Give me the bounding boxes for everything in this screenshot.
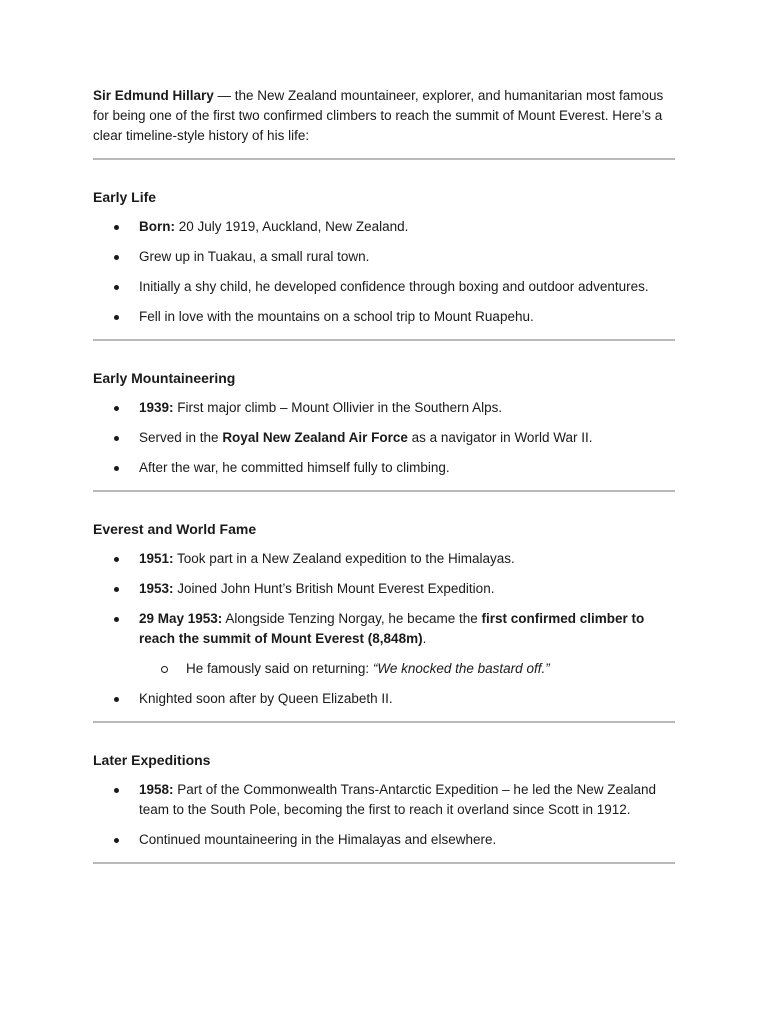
item-label: 1951: <box>139 551 174 566</box>
item-emphasis: first confirmed climber to reach the summit of Mount Everest (8,848m) <box>139 611 645 646</box>
item-text: Fell in love with the mountains on a school trip to Mount Ruapehu. <box>139 309 534 324</box>
item-text: Knighted soon after by Queen Elizabeth II. <box>139 691 393 706</box>
later-expeditions-list <box>93 780 675 850</box>
bullet-icon <box>114 617 119 622</box>
document-body <box>93 86 675 864</box>
bullet-icon <box>114 788 119 793</box>
list-item <box>93 458 675 478</box>
list-item <box>93 277 675 297</box>
section-divider <box>93 158 675 160</box>
early-life-list <box>93 217 675 327</box>
list-item <box>93 579 675 599</box>
item-label: 1939: <box>139 400 174 415</box>
bullet-icon <box>114 225 119 230</box>
list-item <box>93 217 675 237</box>
list-item <box>93 247 675 267</box>
sub-list-item <box>139 659 675 679</box>
bullet-icon <box>114 557 119 562</box>
list-item <box>93 398 675 418</box>
item-text: After the war, he committed himself fully to climbing. <box>139 460 450 475</box>
item-emphasis: Royal New Zealand Air Force <box>222 430 408 445</box>
item-text: Part of the Commonwealth Trans-Antarctic Expedition – he led the New Zealand team to the South Pole, becoming the first to reach it overland since Scott in 1912. <box>139 782 657 817</box>
item-text: Served in the <box>139 430 223 445</box>
early-mountaineering-list <box>93 398 675 478</box>
item-text: Initially a shy child, he developed confidence through boxing and outdoor adventures. <box>139 279 649 294</box>
section-divider <box>93 862 675 864</box>
bullet-icon <box>114 436 119 441</box>
bullet-icon <box>114 285 119 290</box>
item-text: Continued mountaineering in the Himalayas and elsewhere. <box>139 832 497 847</box>
section-title-early-life: Early Life <box>93 189 157 205</box>
item-label: Born: <box>139 219 175 234</box>
bullet-icon <box>114 315 119 320</box>
intro-name: Sir Edmund Hillary <box>93 88 214 103</box>
bullet-icon <box>114 697 119 702</box>
sub-item-text: He famously said on returning: <box>186 661 373 676</box>
item-text: Took part in a New Zealand expedition to the Himalayas. <box>173 551 515 566</box>
bullet-icon <box>114 838 119 843</box>
list-item <box>93 428 675 448</box>
everest-list <box>93 549 675 709</box>
list-item <box>93 609 675 679</box>
list-item <box>93 549 675 569</box>
item-text: 20 July 1919, Auckland, New Zealand. <box>175 219 409 234</box>
item-text: Joined John Hunt’s British Mount Everest Expedition. <box>173 581 495 596</box>
sub-bullet-icon <box>161 666 168 673</box>
bullet-icon <box>114 255 119 260</box>
bullet-icon <box>114 466 119 471</box>
list-item <box>93 689 675 709</box>
quote-text: “We knocked the bastard off.” <box>372 661 550 676</box>
sub-list <box>139 659 675 679</box>
section-title-early-mountaineering: Early Mountaineering <box>93 370 236 386</box>
list-item <box>93 830 675 850</box>
section-title-later-expeditions: Later Expeditions <box>93 752 211 768</box>
section-divider <box>93 721 675 723</box>
item-text: Grew up in Tuakau, a small rural town. <box>139 249 370 264</box>
item-text: . <box>422 631 427 646</box>
bullet-icon <box>114 587 119 592</box>
intro-paragraph <box>93 86 675 146</box>
list-item <box>93 780 675 820</box>
section-divider <box>93 339 675 341</box>
list-item <box>93 307 675 327</box>
section-title-everest: Everest and World Fame <box>93 521 257 537</box>
item-label: 29 May 1953: <box>139 611 223 626</box>
item-text: First major climb – Mount Ollivier in the Southern Alps. <box>173 400 503 415</box>
section-divider <box>93 490 675 492</box>
item-text: Alongside Tenzing Norgay, he became the <box>222 611 482 626</box>
item-label: 1958: <box>139 782 174 797</box>
bullet-icon <box>114 406 119 411</box>
item-label: 1953: <box>139 581 174 596</box>
item-text: as a navigator in World War II. <box>407 430 593 445</box>
intro-text: — the New Zealand mountaineer, explorer, and humanitarian most famous for being one of the first two confirmed climbers to reach the summit of Mount Everest. Here’s a clear timeline-style history of his life: <box>93 88 664 143</box>
